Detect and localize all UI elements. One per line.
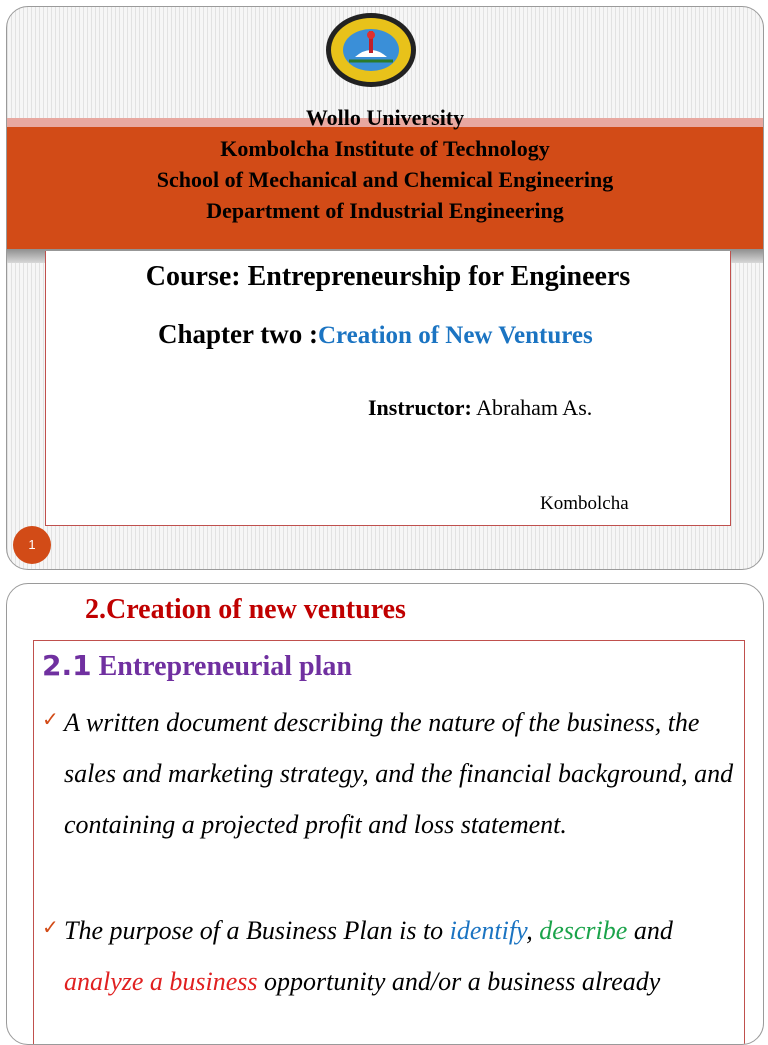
university-name: Wollo University <box>305 105 465 130</box>
title-slide <box>6 6 764 570</box>
school-name: School of Mechanical and Chemical Engineering <box>156 167 614 192</box>
content-slide <box>6 583 764 1045</box>
place-name: Kombolcha <box>540 493 629 514</box>
bullet2-analyze: analyze a business <box>64 967 258 996</box>
bullet-text-1: A written document describing the nature of the business, the sales and marketing strategy, and the financial background, and containing a projected profit and loss statement. <box>64 708 734 839</box>
chapter-prefix: Chapter two : <box>158 319 318 349</box>
bullet2-comma: , <box>526 916 540 945</box>
bullet2-part2: opportunity and/or a business already <box>257 967 661 996</box>
subsection-title: Entrepreneurial plan <box>91 651 352 682</box>
content-box <box>33 640 745 1045</box>
section-title: 2.Creation of new ventures <box>85 594 406 625</box>
checkmark-bullet-icon: ✓ <box>42 915 59 939</box>
wollo-university-seal-icon <box>325 11 417 89</box>
checkmark-bullet-icon: ✓ <box>42 707 59 731</box>
page-number-badge: 1 <box>13 526 51 564</box>
bullet2-identify: identify <box>449 916 527 945</box>
instructor-name: Abraham As. <box>471 395 593 420</box>
instructor-label: Instructor: <box>368 395 472 420</box>
institute-name: Kombolcha Institute of Technology <box>220 136 550 161</box>
bullet-text-2 <box>64 905 734 1007</box>
subsection-number: 2.1 <box>42 649 92 682</box>
department-name: Department of Industrial Engineering <box>206 198 564 223</box>
subsection-heading <box>42 649 352 683</box>
course-info-box <box>45 251 731 526</box>
course-title: Course: Entrepreneurship for Engineers <box>145 261 631 292</box>
bullet2-part1: The purpose of a Business Plan is to <box>64 916 450 945</box>
chapter-heading <box>158 319 593 350</box>
bullet2-and: and <box>627 916 673 945</box>
instructor-line <box>368 395 592 421</box>
chapter-title: Creation of New Ventures <box>317 322 593 349</box>
bullet2-describe: describe <box>539 916 628 945</box>
